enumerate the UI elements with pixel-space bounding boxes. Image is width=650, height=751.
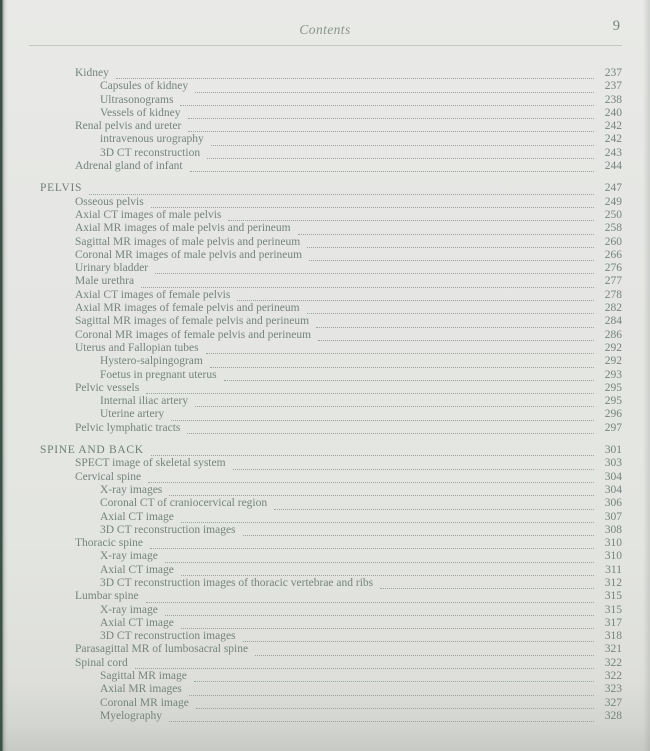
toc-entry: [30, 564, 622, 577]
toc-entry-page-number: 297: [604, 421, 622, 434]
toc-entry-page-number: 303: [604, 457, 622, 470]
toc-entry: [30, 422, 622, 435]
toc-entry: [30, 657, 622, 670]
toc-entry-page-number: 322: [604, 670, 622, 683]
toc-entry-page-number: 238: [604, 93, 622, 106]
toc-entry-label: 3D CT reconstruction images of thoracic vertebrae and ribs: [100, 576, 374, 589]
dot-leader: [180, 103, 594, 106]
dot-leader: [146, 391, 594, 394]
toc-entry: [30, 133, 622, 146]
toc-section: [30, 67, 622, 173]
dot-leader: [309, 258, 594, 261]
dot-leader: [188, 129, 594, 132]
toc-entry-page-number: 258: [604, 222, 622, 235]
toc-entry-page-number: 276: [604, 262, 622, 275]
toc-entry: [30, 617, 622, 630]
dot-leader: [307, 311, 594, 314]
toc-entry-page-number: 292: [604, 341, 622, 354]
dot-leader: [181, 573, 594, 576]
toc-entry-label: Parasagittal MR of lumbosacral spine: [75, 643, 249, 656]
dot-leader: [181, 520, 594, 523]
toc-entry-label: Foetus in pregnant uterus: [100, 368, 217, 381]
dot-leader: [116, 76, 594, 79]
toc-entry-page-number: 310: [604, 537, 622, 550]
dot-leader: [89, 192, 594, 195]
dot-leader: [298, 232, 594, 235]
running-header: [0, 0, 650, 39]
toc-entry-label: PELVIS: [40, 182, 83, 195]
toc-entry: [30, 80, 622, 93]
dot-leader: [165, 613, 594, 616]
toc-entry: [30, 471, 622, 484]
toc-entry: [30, 710, 622, 723]
toc-entry-page-number: 311: [605, 563, 622, 576]
running-title: Contents: [299, 22, 351, 37]
toc-entry-label: Pelvic vessels: [75, 381, 140, 394]
toc-entry-label: Axial CT image: [100, 563, 174, 576]
toc-entry-page-number: 304: [604, 483, 622, 496]
toc-entry-label: Coronal MR images of female pelvis and perineum: [75, 328, 312, 341]
toc-entry: [30, 630, 622, 643]
toc-entry: [30, 577, 622, 590]
toc-entry: [30, 222, 622, 235]
toc-entry-label: Cervical spine: [75, 470, 142, 483]
toc-entry-page-number: 322: [604, 656, 622, 669]
toc-entry-label: Ultrasonograms: [100, 93, 174, 106]
dot-leader: [141, 285, 594, 288]
toc-entry-label: Axial CT images of female pelvis: [75, 288, 231, 301]
toc-entry-label: Lumbar spine: [75, 590, 139, 603]
toc-entry: [30, 196, 622, 209]
toc-entry: [30, 444, 622, 457]
dot-leader: [237, 298, 594, 301]
toc-entry: [30, 590, 622, 603]
toc-entry: [30, 382, 622, 395]
dot-leader: [169, 719, 594, 722]
dot-leader: [307, 245, 594, 248]
toc-entry-label: Coronal MR image: [100, 696, 189, 709]
toc-entry-label: Renal pelvis and ureter: [75, 120, 182, 133]
toc-entry-label: Adrenal gland of infant: [75, 160, 183, 173]
toc-entry: [30, 289, 622, 302]
dot-leader: [195, 90, 594, 93]
toc-entry: [30, 537, 622, 550]
toc-entry: [30, 511, 622, 524]
toc-entry: [30, 329, 622, 342]
dot-leader: [135, 666, 594, 669]
toc-entry: [30, 497, 622, 510]
toc-entry-page-number: 306: [604, 497, 622, 510]
toc-entry: [30, 395, 622, 408]
toc-entry-page-number: 250: [604, 208, 622, 221]
toc-entry-label: intravenous urography: [100, 133, 204, 146]
dot-leader: [150, 546, 594, 549]
dot-leader: [155, 271, 594, 274]
dot-leader: [211, 143, 594, 146]
toc-entry-page-number: 249: [604, 195, 622, 208]
toc-entry-page-number: 242: [604, 133, 622, 146]
toc-entry: [30, 484, 622, 497]
page-number: 9: [612, 18, 620, 34]
dot-leader: [274, 507, 594, 510]
toc-entry-page-number: 247: [604, 182, 622, 195]
dot-leader: [190, 169, 594, 172]
page-right-edge-shadow: [643, 0, 650, 751]
toc-entry-page-number: 308: [604, 523, 622, 536]
toc-entry-page-number: 260: [604, 235, 622, 248]
toc-entry-label: SPECT image of skeletal system: [75, 457, 226, 470]
dot-leader: [380, 586, 594, 589]
dot-leader: [181, 626, 594, 629]
dot-leader: [316, 325, 594, 328]
toc-entry: [30, 160, 622, 173]
dot-leader: [151, 453, 594, 456]
toc-entry-page-number: 293: [604, 368, 622, 381]
toc-entry-page-number: 292: [604, 355, 622, 368]
toc-entry-page-number: 240: [604, 106, 622, 119]
dot-leader: [206, 351, 594, 354]
toc-entry: [30, 236, 622, 249]
dot-leader: [243, 533, 594, 536]
toc-entry-page-number: 318: [604, 630, 622, 643]
toc-entry: [30, 408, 622, 421]
table-of-contents: [30, 67, 622, 723]
toc-entry-page-number: 242: [604, 120, 622, 133]
toc-entry-label: Male urethra: [75, 275, 135, 288]
toc-entry-page-number: 237: [604, 80, 622, 93]
toc-entry-label: 3D CT reconstruction images: [100, 523, 236, 536]
toc-entry-label: Axial MR images: [100, 683, 182, 696]
book-spine-edge: [0, 0, 8, 751]
toc-entry-page-number: 321: [604, 643, 622, 656]
toc-entry: [30, 643, 622, 656]
toc-entry: [30, 249, 622, 262]
toc-entry-page-number: 312: [604, 576, 622, 589]
toc-entry: [30, 550, 622, 563]
toc-entry-label: Uterus and Fallopian tubes: [75, 341, 199, 354]
toc-entry: [30, 457, 622, 470]
toc-entry-label: X-ray image: [100, 603, 158, 616]
toc-entry: [30, 697, 622, 710]
toc-entry-page-number: 296: [604, 408, 622, 421]
dot-leader: [169, 493, 594, 496]
toc-entry: [30, 67, 622, 80]
toc-entry-label: Axial MR images of female pelvis and perineum: [75, 302, 300, 315]
toc-entry-label: Pelvic lymphatic tracts: [75, 421, 181, 434]
toc-entry-page-number: 295: [604, 381, 622, 394]
toc-entry: [30, 315, 622, 328]
toc-entry-label: Axial CT images of male pelvis: [75, 208, 222, 221]
toc-entry-label: Spinal cord: [75, 656, 128, 669]
toc-entry-page-number: 315: [604, 590, 622, 603]
toc-entry-label: Thoracic spine: [75, 537, 144, 550]
toc-entry-label: Axial CT image: [100, 616, 174, 629]
toc-entry-page-number: 327: [604, 696, 622, 709]
toc-entry-page-number: 286: [604, 328, 622, 341]
toc-section: [30, 182, 622, 435]
dot-leader: [189, 693, 594, 696]
toc-entry-page-number: 243: [604, 146, 622, 159]
dot-leader: [255, 653, 594, 656]
toc-entry: [30, 302, 622, 315]
toc-entry-page-number: 284: [604, 315, 622, 328]
toc-entry-page-number: 282: [604, 302, 622, 315]
toc-entry: [30, 524, 622, 537]
toc-entry-page-number: 315: [604, 603, 622, 616]
toc-entry: [30, 355, 622, 368]
toc-entry: [30, 683, 622, 696]
toc-entry-page-number: 244: [604, 160, 622, 173]
toc-entry-page-number: 307: [604, 510, 622, 523]
toc-entry-label: Coronal MR images of male pelvis and perineum: [75, 248, 303, 261]
toc-entry-page-number: 328: [604, 709, 622, 722]
toc-entry-label: Osseous pelvis: [75, 195, 144, 208]
header-rule: [29, 45, 622, 46]
dot-leader: [151, 205, 594, 208]
toc-entry-page-number: 295: [604, 395, 622, 408]
toc-entry-label: Internal iliac artery: [100, 395, 189, 408]
toc-entry-page-number: 323: [604, 683, 622, 696]
toc-entry: [30, 107, 622, 120]
toc-entry-label: Myelography: [100, 709, 162, 722]
toc-entry-label: Urinary bladder: [75, 262, 149, 275]
toc-entry-label: 3D CT reconstruction: [100, 146, 201, 159]
toc-entry-page-number: 301: [604, 444, 622, 457]
toc-entry: [30, 182, 622, 195]
dot-leader: [187, 431, 594, 434]
dot-leader: [194, 679, 594, 682]
toc-entry-label: Sagittal MR images of female pelvis and perineum: [75, 315, 310, 328]
toc-entry: [30, 209, 622, 222]
dot-leader: [195, 404, 594, 407]
toc-entry-label: Axial MR images of male pelvis and perineum: [75, 222, 291, 235]
toc-entry: [30, 275, 622, 288]
toc-entry-label: 3D CT reconstruction images: [100, 630, 236, 643]
dot-leader: [146, 600, 594, 603]
dot-leader: [228, 218, 594, 221]
dot-leader: [188, 116, 595, 119]
dot-leader: [210, 365, 594, 368]
toc-entry-label: X-ray image: [100, 550, 158, 563]
toc-entry-label: Sagittal MR images of male pelvis and perineum: [75, 235, 301, 248]
toc-entry-page-number: 237: [604, 67, 622, 79]
toc-entry-label: Kidney: [75, 67, 109, 79]
toc-section: [30, 444, 622, 723]
toc-entry-label: Vessels of kidney: [100, 106, 181, 119]
toc-entry-page-number: 310: [604, 550, 622, 563]
dot-leader: [207, 156, 594, 159]
toc-entry-page-number: 266: [604, 248, 622, 261]
dot-leader: [171, 418, 594, 421]
toc-entry: [30, 147, 622, 160]
toc-entry-label: Axial CT image: [100, 510, 174, 523]
toc-entry: [30, 94, 622, 107]
toc-entry-label: SPINE AND BACK: [40, 444, 144, 457]
toc-entry: [30, 120, 622, 133]
dot-leader: [165, 560, 594, 563]
toc-entry-label: X-ray images: [100, 483, 163, 496]
toc-entry: [30, 604, 622, 617]
toc-entry-page-number: 277: [604, 275, 622, 288]
dot-leader: [243, 639, 594, 642]
toc-entry-label: Coronal CT of craniocervical region: [100, 497, 268, 510]
toc-entry-label: Sagittal MR image: [100, 670, 187, 683]
toc-entry-page-number: 278: [604, 288, 622, 301]
toc-entry-page-number: 317: [604, 616, 622, 629]
toc-entry-label: Uterine artery: [100, 408, 165, 421]
dot-leader: [148, 480, 594, 483]
toc-entry: [30, 262, 622, 275]
dot-leader: [318, 338, 594, 341]
dot-leader: [196, 706, 594, 709]
toc-entry: [30, 342, 622, 355]
dot-leader: [233, 467, 594, 470]
toc-entry: [30, 670, 622, 683]
toc-entry-label: Capsules of kidney: [100, 80, 189, 93]
toc-entry-label: Hystero-salpingogram: [100, 355, 203, 368]
toc-entry: [30, 369, 622, 382]
dot-leader: [224, 378, 594, 381]
toc-entry-page-number: 304: [604, 470, 622, 483]
